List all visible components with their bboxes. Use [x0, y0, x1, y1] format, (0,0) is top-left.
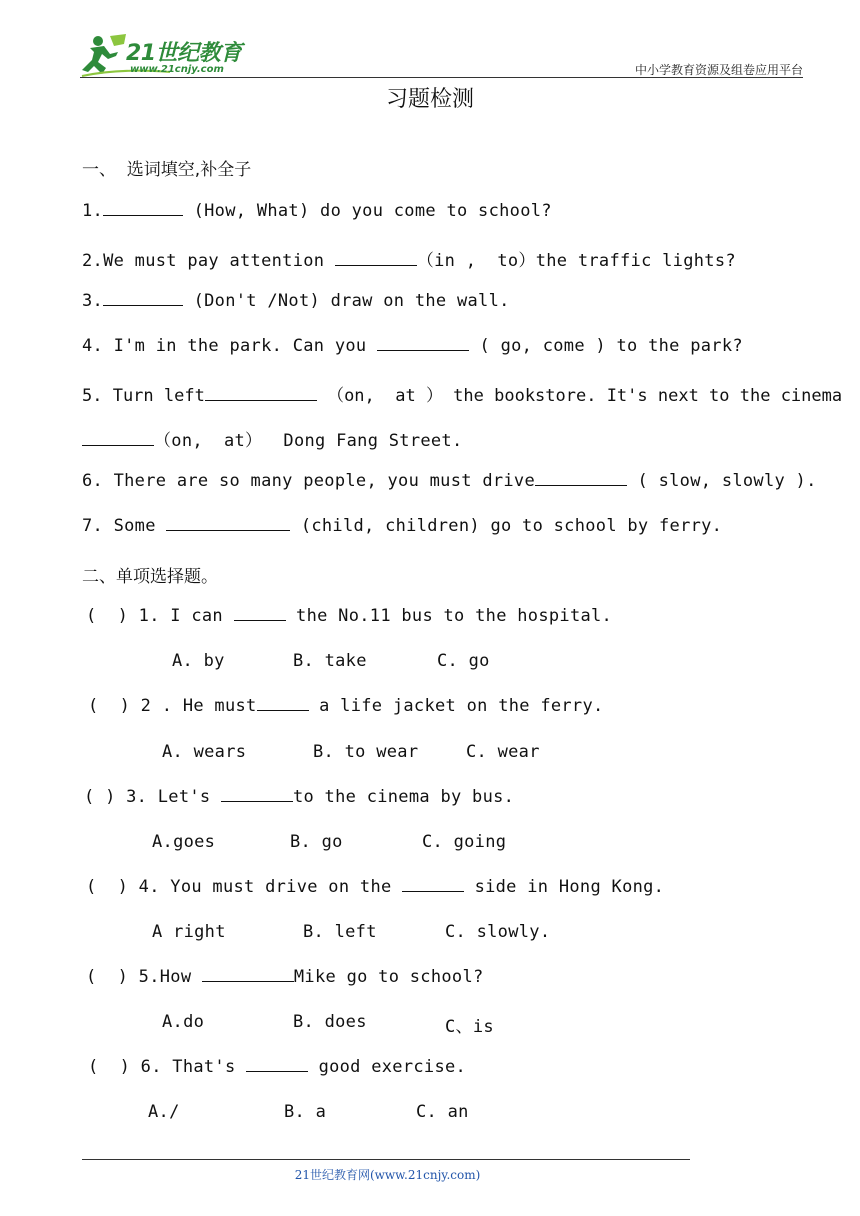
q6-option-a[interactable]: A./: [148, 1102, 180, 1122]
q2-option-b[interactable]: B. to wear: [313, 742, 419, 762]
answer-blank[interactable]: [221, 787, 293, 802]
question-4-stem: ( ) 4. You must drive on the side in Hong Kong.: [86, 877, 665, 897]
answer-blank[interactable]: [377, 336, 469, 351]
q4-option-c[interactable]: C. slowly.: [445, 922, 551, 942]
question-2-stem: ( ) 2 . He must a life jacket on the ferry.: [88, 696, 604, 716]
answer-blank[interactable]: [82, 431, 154, 446]
logo-text: 21世纪教育: [126, 41, 242, 66]
fill-item-5-continued: （on, at） Dong Fang Street.: [82, 426, 463, 451]
answer-blank[interactable]: [335, 251, 417, 266]
answer-blank[interactable]: [166, 516, 290, 531]
answer-blank[interactable]: [535, 471, 627, 486]
answer-blank[interactable]: [202, 967, 294, 982]
q2-option-a[interactable]: A. wears: [162, 742, 247, 762]
fill-item-1: 1. (How, What) do you come to school?: [82, 201, 552, 221]
question-1-stem: ( ) 1. I can the No.11 bus to the hospital.: [86, 606, 613, 626]
footer-divider: [82, 1159, 690, 1160]
q5-option-b[interactable]: B. does: [293, 1012, 367, 1032]
q4-option-b[interactable]: B. left: [303, 922, 377, 942]
logo-url: www.21cnjy.com: [130, 64, 224, 75]
q1-option-a[interactable]: A. by: [172, 651, 225, 671]
q3-option-c[interactable]: C. going: [422, 832, 507, 852]
footer-link[interactable]: 21世纪教育网(www.21cnjy.com): [294, 1168, 481, 1182]
answer-blank[interactable]: [402, 877, 464, 892]
q1-option-b[interactable]: B. take: [293, 651, 367, 671]
section-1-heading: 一、 选词填空,补全子: [82, 160, 252, 180]
q4-option-a[interactable]: A right: [152, 922, 226, 942]
question-5-stem: ( ) 5.How Mike go to school?: [86, 967, 484, 987]
q5-option-a[interactable]: A.do: [162, 1012, 205, 1032]
q6-option-c[interactable]: C. an: [416, 1102, 469, 1122]
question-6-stem: ( ) 6. That's good exercise.: [88, 1057, 467, 1077]
q6-option-b[interactable]: B. a: [284, 1102, 327, 1122]
fill-item-4: 4. I'm in the park. Can you ( go, come ) to the park?: [82, 336, 743, 356]
answer-blank[interactable]: [234, 606, 286, 621]
fill-item-7: 7. Some (child, children) go to school by ferry.: [82, 516, 723, 536]
fill-item-3: 3. (Don't /Not) draw on the wall.: [82, 291, 510, 311]
page-title: 习题检测: [385, 87, 474, 112]
fill-item-2: 2.We must pay attention （in , to）the traffic lights?: [82, 251, 736, 271]
fill-item-6: 6. There are so many people, you must drive ( slow, slowly ).: [82, 471, 817, 491]
answer-blank[interactable]: [205, 386, 317, 401]
q5-option-c[interactable]: C、is: [445, 1017, 494, 1037]
fill-item-5: 5. Turn left （on, at ） the bookstore. It's next to the cinema: [82, 386, 843, 406]
answer-blank[interactable]: [103, 291, 183, 306]
question-3-stem: ( ) 3. Let's to the cinema by bus.: [84, 787, 515, 807]
q3-option-b[interactable]: B. go: [290, 832, 343, 852]
answer-blank[interactable]: [103, 201, 183, 216]
q2-option-c[interactable]: C. wear: [466, 742, 540, 762]
answer-blank[interactable]: [246, 1057, 308, 1072]
section-2-heading: 二、单项选择题。: [82, 567, 218, 587]
q1-option-c[interactable]: C. go: [437, 651, 490, 671]
header-divider: [80, 77, 803, 78]
header-tagline: 中小学教育资源及组卷应用平台: [634, 63, 803, 77]
q3-option-a[interactable]: A.goes: [152, 832, 216, 852]
answer-blank[interactable]: [257, 696, 309, 711]
